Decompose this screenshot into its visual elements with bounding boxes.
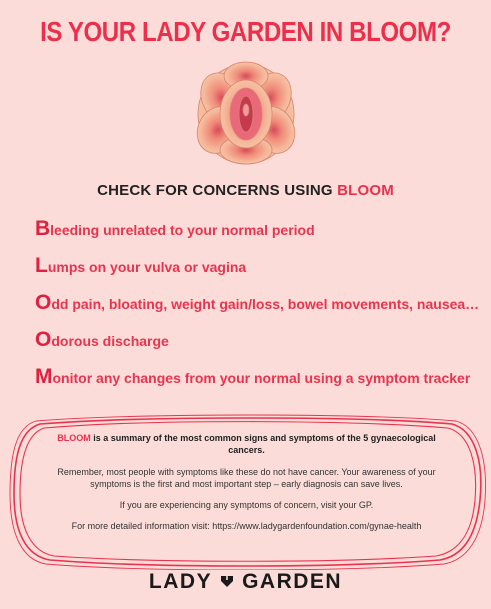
item-text: leeding unrelated to your normal period [50, 222, 315, 238]
flower-illustration [196, 58, 296, 166]
info-paragraph: If you are experiencing any symptoms of concern, visit your GP. [119, 500, 374, 510]
info-box [44, 432, 449, 541]
item-letter: B [35, 217, 51, 240]
bloom-list [35, 214, 485, 399]
list-item [35, 214, 485, 251]
list-item [35, 325, 485, 362]
heart-icon [220, 570, 234, 594]
item-letter: O [35, 291, 52, 314]
item-letter: M [35, 365, 53, 388]
heading-accent: BLOOM [337, 182, 394, 199]
lady-garden-logo [0, 570, 491, 594]
item-letter: O [35, 328, 52, 351]
info-lead-accent: BLOOM [57, 433, 91, 443]
item-text: dorous discharge [51, 333, 169, 349]
list-item [35, 288, 485, 325]
logo-text-right: GARDEN [242, 570, 343, 593]
info-link-text: For more detailed information visit: https://www.ladygardenfoundation.com/gynae-health [71, 521, 422, 531]
item-text: onitor any changes from your normal using a symptom tracker [52, 370, 471, 386]
item-text: umps on your vulva or vagina [47, 259, 247, 275]
page-title: IS YOUR LADY GARDEN IN BLOOM? [40, 16, 451, 47]
info-lead-text: is a summary of the most common signs and symptoms of the 5 gynaecological cancers. [90, 433, 436, 455]
heading-text: CHECK FOR CONCERNS USING [97, 182, 338, 199]
info-lead [44, 432, 449, 456]
info-paragraph: Remember, most people with symptoms like these do not have cancer. Your awareness of your symptoms is the first and most important step – early diagnosis can save lives. [57, 467, 436, 489]
item-text: dd pain, bloating, weight gain/loss, bowel movements, nausea… [51, 296, 480, 312]
list-item [35, 362, 485, 399]
list-item [35, 251, 485, 288]
section-heading [0, 182, 491, 199]
logo-text-left: LADY [148, 570, 213, 593]
item-letter: L [35, 254, 48, 277]
